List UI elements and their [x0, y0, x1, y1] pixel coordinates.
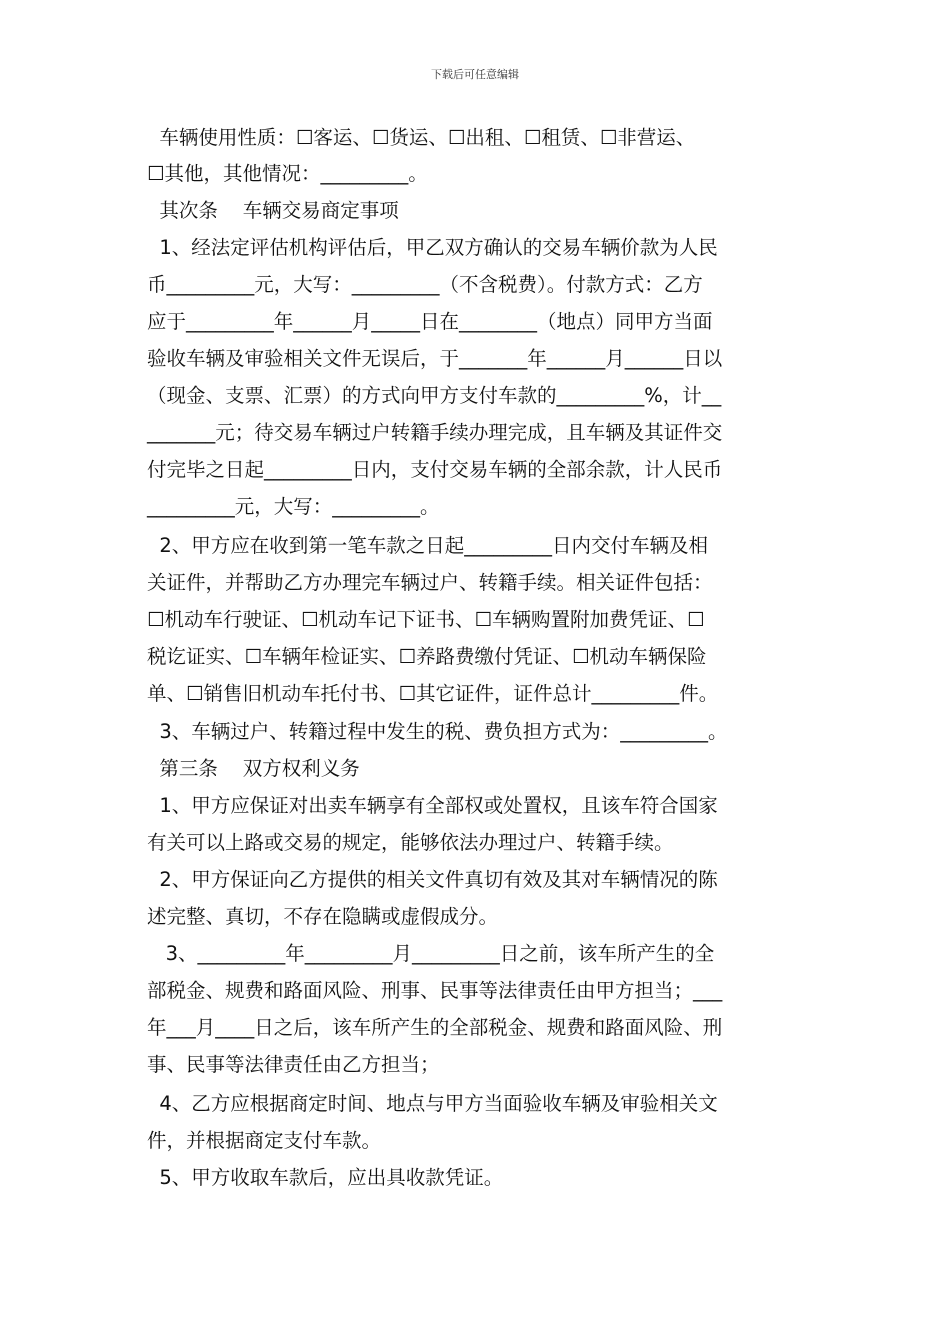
text-line: 述完整、真切，不存在隐瞒或虚假成分。 [147, 905, 499, 928]
text-line: （现金、支票、汇票）的方式向甲方支付车款的_________%，计__ [147, 384, 722, 407]
text-line: 件，并根据商定支付车款。 [147, 1129, 382, 1152]
text-line: 车辆使用性质：☐客运、☐货运、☐出租、☐租赁、☐非营运、 [147, 126, 696, 149]
text-line: 年___月____日之后，该车所产生的全部税金、规费和路面风险、刑 [147, 1016, 723, 1039]
text-line: _________元，大写：_________。 [147, 495, 440, 518]
text-line: 1、甲方应保证对出卖车辆享有全部权或处置权，且该车符合国家 [147, 794, 718, 817]
text-line: _______元；待交易车辆过户转籍手续办理完成，且车辆及其证件交 [147, 421, 723, 444]
text-line: 事、民事等法律责任由乙方担当； [147, 1053, 440, 1076]
text-line: 3、车辆过户、转籍过程中发生的税、费负担方式为：_________。 [147, 720, 728, 743]
text-line: ☐其他，其他情况：_________。 [147, 162, 428, 185]
text-line: 4、乙方应根据商定时间、地点与甲方当面验收车辆及审验相关文 [147, 1092, 718, 1115]
section-heading: 第三条 双方权利义务 [147, 757, 360, 780]
section-heading: 其次条 车辆交易商定事项 [147, 199, 399, 222]
text-line: 有关可以上路或交易的规定，能够依法办理过户、转籍手续。 [147, 831, 674, 854]
text-line: 5、甲方收取车款后，应出具收款凭证。 [147, 1166, 504, 1189]
text-line: 2、甲方应在收到第一笔车款之日起_________日内交付车辆及相 [147, 534, 709, 557]
text-line: 验收车辆及审验相关文件无误后，于_______年______月______日以 [147, 347, 723, 370]
page-header: 下载后可任意编辑 [431, 68, 519, 81]
text-line: 3、_________年_________月_________日之前，该车所产生的全 [147, 942, 715, 965]
text-line: 关证件，并帮助乙方办理完车辆过户、转籍手续。相关证件包括： [147, 571, 713, 594]
text-line: 税讫证实、☐车辆年检证实、☐养路费缴付凭证、☐机动车辆保险 [147, 645, 707, 668]
text-line: 应于_________年______月_____日在________（地点）同甲方当面 [147, 310, 713, 333]
text-line: 币_________元，大写：_________（不含税费）。付款方式：乙方 [147, 273, 703, 296]
text-line: 部税金、规费和路面风险、刑事、民事等法律责任由甲方担当；___ [147, 979, 723, 1002]
text-line: ☐机动车行驶证、☐机动车记下证书、☐车辆购置附加费凭证、☐ [147, 608, 705, 631]
text-line: 2、甲方保证向乙方提供的相关文件真切有效及其对车辆情况的陈 [147, 868, 718, 891]
text-line: 单、☐销售旧机动车托付书、☐其它证件，证件总计_________件。 [147, 682, 719, 705]
text-line: 付完毕之日起_________日内，支付交易车辆的全部余款，计人民币 [147, 458, 723, 481]
text-line: 1、经法定评估机构评估后，甲乙双方确认的交易车辆价款为人民 [147, 236, 718, 259]
